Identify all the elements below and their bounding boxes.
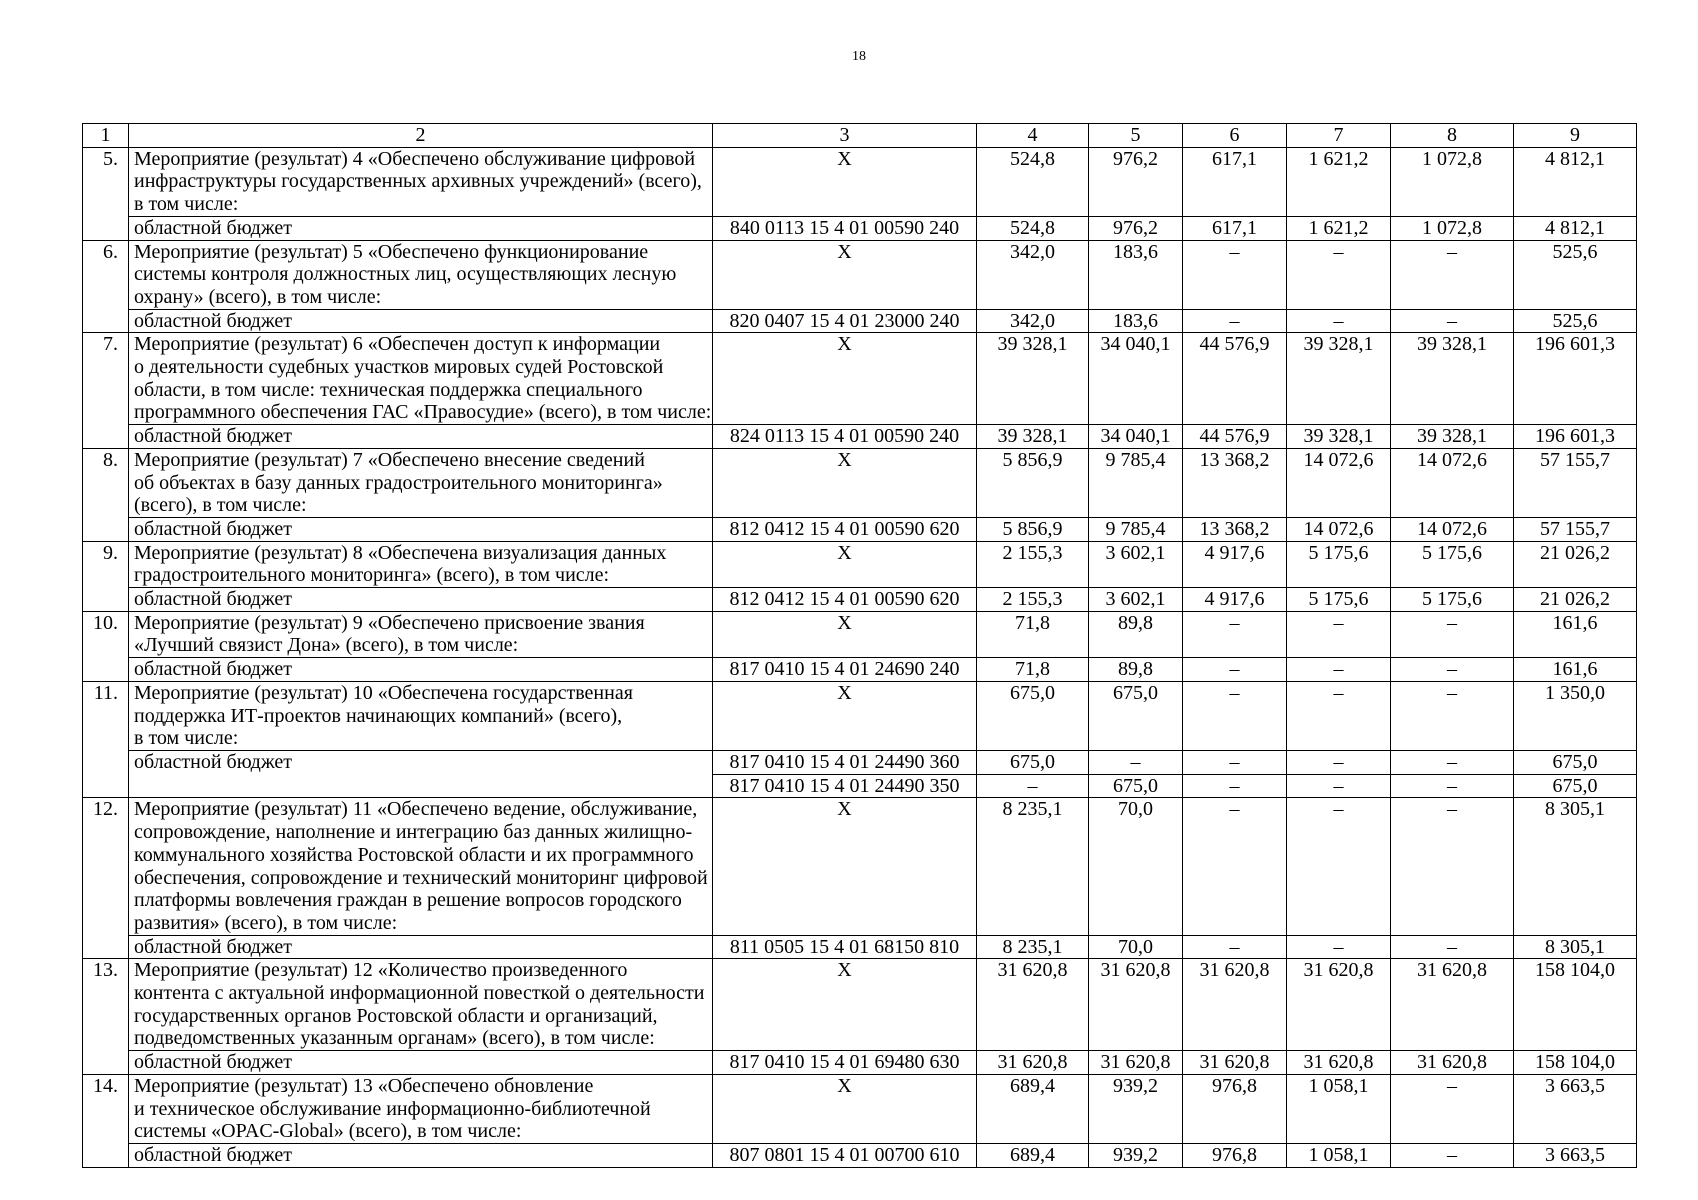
value-cell: 9 785,4 (1089, 448, 1183, 517)
value-cell: – (1287, 681, 1391, 750)
value-cell: 1 072,8 (1391, 147, 1514, 216)
activity-row (83, 541, 1637, 587)
header-cell: 1 (83, 124, 129, 148)
budget-label: областной бюджет (129, 750, 713, 797)
value-cell: 675,0 (977, 750, 1089, 774)
value-cell: 161,6 (1514, 611, 1637, 657)
activity-title: Мероприятие (результат) 13 «Обеспечено обновление и техническое обслуживание информационно-библиотечной системы «OPAC-Global» (всего), в том числе: (129, 1074, 713, 1143)
value-cell: 13 368,2 (1183, 448, 1287, 517)
value-cell: 34 040,1 (1089, 333, 1183, 425)
activity-title: Мероприятие (результат) 7 «Обеспечено внесение сведений об объектах в базу данных градостроительного мониторинга» (всего), в том числе: (129, 448, 713, 517)
value-cell: 39 328,1 (1391, 425, 1514, 449)
activity-title: Мероприятие (результат) 8 «Обеспечена визуализация данных градостроительного мониторинга» (всего), в том числе: (129, 541, 713, 587)
budget-row (83, 309, 1637, 333)
value-cell: 31 620,8 (977, 959, 1089, 1051)
budget-label: областной бюджет (129, 425, 713, 449)
value-cell: 9 785,4 (1089, 517, 1183, 541)
row-number: 5. (83, 147, 129, 240)
value-cell: 31 620,8 (1391, 959, 1514, 1051)
budget-table (82, 123, 1637, 1168)
value-cell: 44 576,9 (1183, 425, 1287, 449)
activity-title: Мероприятие (результат) 12 «Количество произведенного контента с актуальной информационной повесткой о деятельности государственных органов Ростовской области и организаций, подведомственных указанным органам» (всего), в том числе: (129, 959, 713, 1051)
activity-row (83, 333, 1637, 425)
budget-row (83, 935, 1637, 959)
value-cell: 14 072,6 (1391, 517, 1514, 541)
value-cell: 31 620,8 (977, 1051, 1089, 1075)
activity-title: Мероприятие (результат) 5 «Обеспечено функционирование системы контроля должностных лиц, осуществляющих лесную охрану» (всего), в том числе: (129, 240, 713, 309)
budget-label: областной бюджет (129, 658, 713, 682)
value-cell: 689,4 (977, 1074, 1089, 1143)
value-cell: 8 235,1 (977, 935, 1089, 959)
value-cell: 1 058,1 (1287, 1074, 1391, 1143)
budget-label: областной бюджет (129, 935, 713, 959)
value-cell: – (1391, 750, 1514, 774)
value-cell: 158 104,0 (1514, 959, 1637, 1051)
budget-code: X (713, 333, 977, 425)
value-cell: – (1287, 750, 1391, 774)
budget-code: 811 0505 15 4 01 68150 810 (713, 935, 977, 959)
value-cell: 4 917,6 (1183, 588, 1287, 612)
value-cell: 31 620,8 (1183, 959, 1287, 1051)
activity-row (83, 240, 1637, 309)
header-row (83, 124, 1637, 148)
value-cell: 939,2 (1089, 1074, 1183, 1143)
budget-label: областной бюджет (129, 1143, 713, 1167)
budget-code: X (713, 681, 977, 750)
value-cell: – (1391, 1074, 1514, 1143)
header-cell: 8 (1391, 124, 1514, 148)
budget-code: X (713, 147, 977, 216)
value-cell: 1 621,2 (1287, 216, 1391, 240)
value-cell: 675,0 (1089, 681, 1183, 750)
value-cell: 89,8 (1089, 611, 1183, 657)
value-cell: 70,0 (1089, 798, 1183, 935)
value-cell: 5 175,6 (1287, 588, 1391, 612)
value-cell: 196 601,3 (1514, 425, 1637, 449)
budget-code: 817 0410 15 4 01 24490 360 (713, 750, 977, 774)
budget-row (83, 588, 1637, 612)
value-cell: – (1183, 774, 1287, 798)
value-cell: 31 620,8 (1287, 959, 1391, 1051)
value-cell: 31 620,8 (1287, 1051, 1391, 1075)
activity-title: Мероприятие (результат) 11 «Обеспечено ведение, обслуживание, сопровождение, наполнение и интеграцию баз данных жилищно- коммунального хозяйства Ростовской области и их программного обеспечения, сопровождение и технический мониторинг цифровой платформы вовлечения граждан в решение вопросов городского развития» (всего), в том числе: (129, 798, 713, 935)
budget-row (83, 658, 1637, 682)
budget-code: 817 0410 15 4 01 24690 240 (713, 658, 977, 682)
activity-row (83, 681, 1637, 750)
header-cell: 6 (1183, 124, 1287, 148)
value-cell: – (1391, 774, 1514, 798)
value-cell: 57 155,7 (1514, 517, 1637, 541)
value-cell: 70,0 (1089, 935, 1183, 959)
value-cell: 525,6 (1514, 309, 1637, 333)
activity-row (83, 798, 1637, 935)
header-cell: 7 (1287, 124, 1391, 148)
budget-code: X (713, 798, 977, 935)
value-cell: – (1183, 240, 1287, 309)
value-cell: 5 175,6 (1287, 541, 1391, 587)
budget-code: 817 0410 15 4 01 24490 350 (713, 774, 977, 798)
activity-row (83, 1074, 1637, 1143)
value-cell: – (1391, 1143, 1514, 1167)
value-cell: – (1183, 309, 1287, 333)
value-cell: – (977, 774, 1089, 798)
value-cell: 524,8 (977, 216, 1089, 240)
budget-code: 840 0113 15 4 01 00590 240 (713, 216, 977, 240)
value-cell: 8 305,1 (1514, 798, 1637, 935)
row-number: 10. (83, 611, 129, 681)
header-cell: 9 (1514, 124, 1637, 148)
budget-code: X (713, 541, 977, 587)
row-number: 6. (83, 240, 129, 333)
value-cell: 39 328,1 (1287, 333, 1391, 425)
value-cell: 57 155,7 (1514, 448, 1637, 517)
value-cell: 342,0 (977, 309, 1089, 333)
budget-row (83, 1051, 1637, 1075)
value-cell: 3 663,5 (1514, 1074, 1637, 1143)
value-cell: 976,2 (1089, 216, 1183, 240)
budget-row (83, 425, 1637, 449)
value-cell: – (1391, 309, 1514, 333)
value-cell: 1 058,1 (1287, 1143, 1391, 1167)
value-cell: – (1287, 309, 1391, 333)
row-number: 12. (83, 798, 129, 959)
value-cell: 5 175,6 (1391, 588, 1514, 612)
value-cell: 3 663,5 (1514, 1143, 1637, 1167)
value-cell: 617,1 (1183, 147, 1287, 216)
activity-title: Мероприятие (результат) 6 «Обеспечен доступ к информации о деятельности судебных участков мировых судей Ростовской области, в том числе: техническая поддержка специального программного обеспечения ГАС «Правосудие» (всего), в том числе: (129, 333, 713, 425)
budget-label: областной бюджет (129, 588, 713, 612)
value-cell: 1 072,8 (1391, 216, 1514, 240)
value-cell: – (1391, 240, 1514, 309)
value-cell: – (1287, 658, 1391, 682)
budget-code: 820 0407 15 4 01 23000 240 (713, 309, 977, 333)
budget-code: 807 0801 15 4 01 00700 610 (713, 1143, 977, 1167)
budget-row (83, 750, 1637, 774)
activity-title: Мероприятие (результат) 10 «Обеспечена государственная поддержка ИТ-проектов начинающих компаний» (всего), в том числе: (129, 681, 713, 750)
activity-title: Мероприятие (результат) 9 «Обеспечено присвоение звания «Лучший связист Дона» (всего), в том числе: (129, 611, 713, 657)
value-cell: – (1391, 681, 1514, 750)
value-cell: 2 155,3 (977, 541, 1089, 587)
row-number: 9. (83, 541, 129, 611)
value-cell: 3 602,1 (1089, 541, 1183, 587)
value-cell: – (1287, 935, 1391, 959)
value-cell: 39 328,1 (977, 425, 1089, 449)
value-cell: 3 602,1 (1089, 588, 1183, 612)
header-cell: 5 (1089, 124, 1183, 148)
value-cell: – (1391, 798, 1514, 935)
value-cell: 617,1 (1183, 216, 1287, 240)
value-cell: – (1391, 611, 1514, 657)
row-number: 13. (83, 959, 129, 1075)
value-cell: 14 072,6 (1391, 448, 1514, 517)
value-cell: 158 104,0 (1514, 1051, 1637, 1075)
value-cell: 161,6 (1514, 658, 1637, 682)
value-cell: 13 368,2 (1183, 517, 1287, 541)
value-cell: 675,0 (1514, 750, 1637, 774)
value-cell: 342,0 (977, 240, 1089, 309)
value-cell: 21 026,2 (1514, 588, 1637, 612)
row-number: 14. (83, 1074, 129, 1167)
value-cell: 14 072,6 (1287, 517, 1391, 541)
value-cell: 31 620,8 (1089, 1051, 1183, 1075)
value-cell: 675,0 (1514, 774, 1637, 798)
value-cell: 976,8 (1183, 1074, 1287, 1143)
budget-row (83, 216, 1637, 240)
page-number: 18 (852, 49, 866, 64)
value-cell: 21 026,2 (1514, 541, 1637, 587)
value-cell: 1 350,0 (1514, 681, 1637, 750)
value-cell: 34 040,1 (1089, 425, 1183, 449)
activity-row (83, 448, 1637, 517)
row-number: 8. (83, 448, 129, 541)
value-cell: 39 328,1 (1287, 425, 1391, 449)
budget-label: областной бюджет (129, 309, 713, 333)
header-cell: 3 (713, 124, 977, 148)
value-cell: 4 917,6 (1183, 541, 1287, 587)
value-cell: 8 305,1 (1514, 935, 1637, 959)
value-cell: 8 235,1 (977, 798, 1089, 935)
value-cell: – (1391, 658, 1514, 682)
budget-code: X (713, 611, 977, 657)
value-cell: 4 812,1 (1514, 147, 1637, 216)
value-cell: 5 175,6 (1391, 541, 1514, 587)
row-number: 7. (83, 333, 129, 449)
value-cell: 183,6 (1089, 309, 1183, 333)
value-cell: 39 328,1 (1391, 333, 1514, 425)
value-cell: 2 155,3 (977, 588, 1089, 612)
value-cell: – (1183, 798, 1287, 935)
budget-code: 817 0410 15 4 01 69480 630 (713, 1051, 977, 1075)
value-cell: 524,8 (977, 147, 1089, 216)
value-cell: 44 576,9 (1183, 333, 1287, 425)
value-cell: – (1183, 611, 1287, 657)
budget-label: областной бюджет (129, 1051, 713, 1075)
value-cell: – (1183, 750, 1287, 774)
value-cell: – (1089, 750, 1183, 774)
value-cell: 196 601,3 (1514, 333, 1637, 425)
value-cell: 675,0 (1089, 774, 1183, 798)
value-cell: 1 621,2 (1287, 147, 1391, 216)
header-cell: 4 (977, 124, 1089, 148)
value-cell: 5 856,9 (977, 448, 1089, 517)
value-cell: 5 856,9 (977, 517, 1089, 541)
value-cell: 71,8 (977, 658, 1089, 682)
value-cell: – (1287, 240, 1391, 309)
value-cell: – (1183, 935, 1287, 959)
value-cell: 525,6 (1514, 240, 1637, 309)
value-cell: 71,8 (977, 611, 1089, 657)
row-number: 11. (83, 681, 129, 798)
value-cell: 675,0 (977, 681, 1089, 750)
budget-code: 812 0412 15 4 01 00590 620 (713, 588, 977, 612)
value-cell: 31 620,8 (1391, 1051, 1514, 1075)
header-cell: 2 (129, 124, 713, 148)
budget-code: X (713, 959, 977, 1051)
value-cell: – (1287, 798, 1391, 935)
value-cell: 976,2 (1089, 147, 1183, 216)
value-cell: 31 620,8 (1089, 959, 1183, 1051)
value-cell: 183,6 (1089, 240, 1183, 309)
value-cell: – (1391, 935, 1514, 959)
budget-code: 824 0113 15 4 01 00590 240 (713, 425, 977, 449)
value-cell: 31 620,8 (1183, 1051, 1287, 1075)
table-body (83, 124, 1637, 1168)
value-cell: – (1287, 611, 1391, 657)
budget-label: областной бюджет (129, 216, 713, 240)
budget-row (83, 517, 1637, 541)
value-cell: 89,8 (1089, 658, 1183, 682)
value-cell: 976,8 (1183, 1143, 1287, 1167)
activity-row (83, 959, 1637, 1051)
value-cell: 39 328,1 (977, 333, 1089, 425)
value-cell: 4 812,1 (1514, 216, 1637, 240)
value-cell: 689,4 (977, 1143, 1089, 1167)
budget-code: X (713, 448, 977, 517)
budget-label: областной бюджет (129, 517, 713, 541)
activity-title: Мероприятие (результат) 4 «Обеспечено обслуживание цифровой инфраструктуры государственных архивных учреждений» (всего), в том числе: (129, 147, 713, 216)
budget-row (83, 1143, 1637, 1167)
activity-row (83, 611, 1637, 657)
value-cell: 939,2 (1089, 1143, 1183, 1167)
activity-row (83, 147, 1637, 216)
budget-code: 812 0412 15 4 01 00590 620 (713, 517, 977, 541)
value-cell: – (1287, 774, 1391, 798)
budget-code: X (713, 240, 977, 309)
budget-code: X (713, 1074, 977, 1143)
value-cell: – (1183, 681, 1287, 750)
value-cell: – (1183, 658, 1287, 682)
value-cell: 14 072,6 (1287, 448, 1391, 517)
